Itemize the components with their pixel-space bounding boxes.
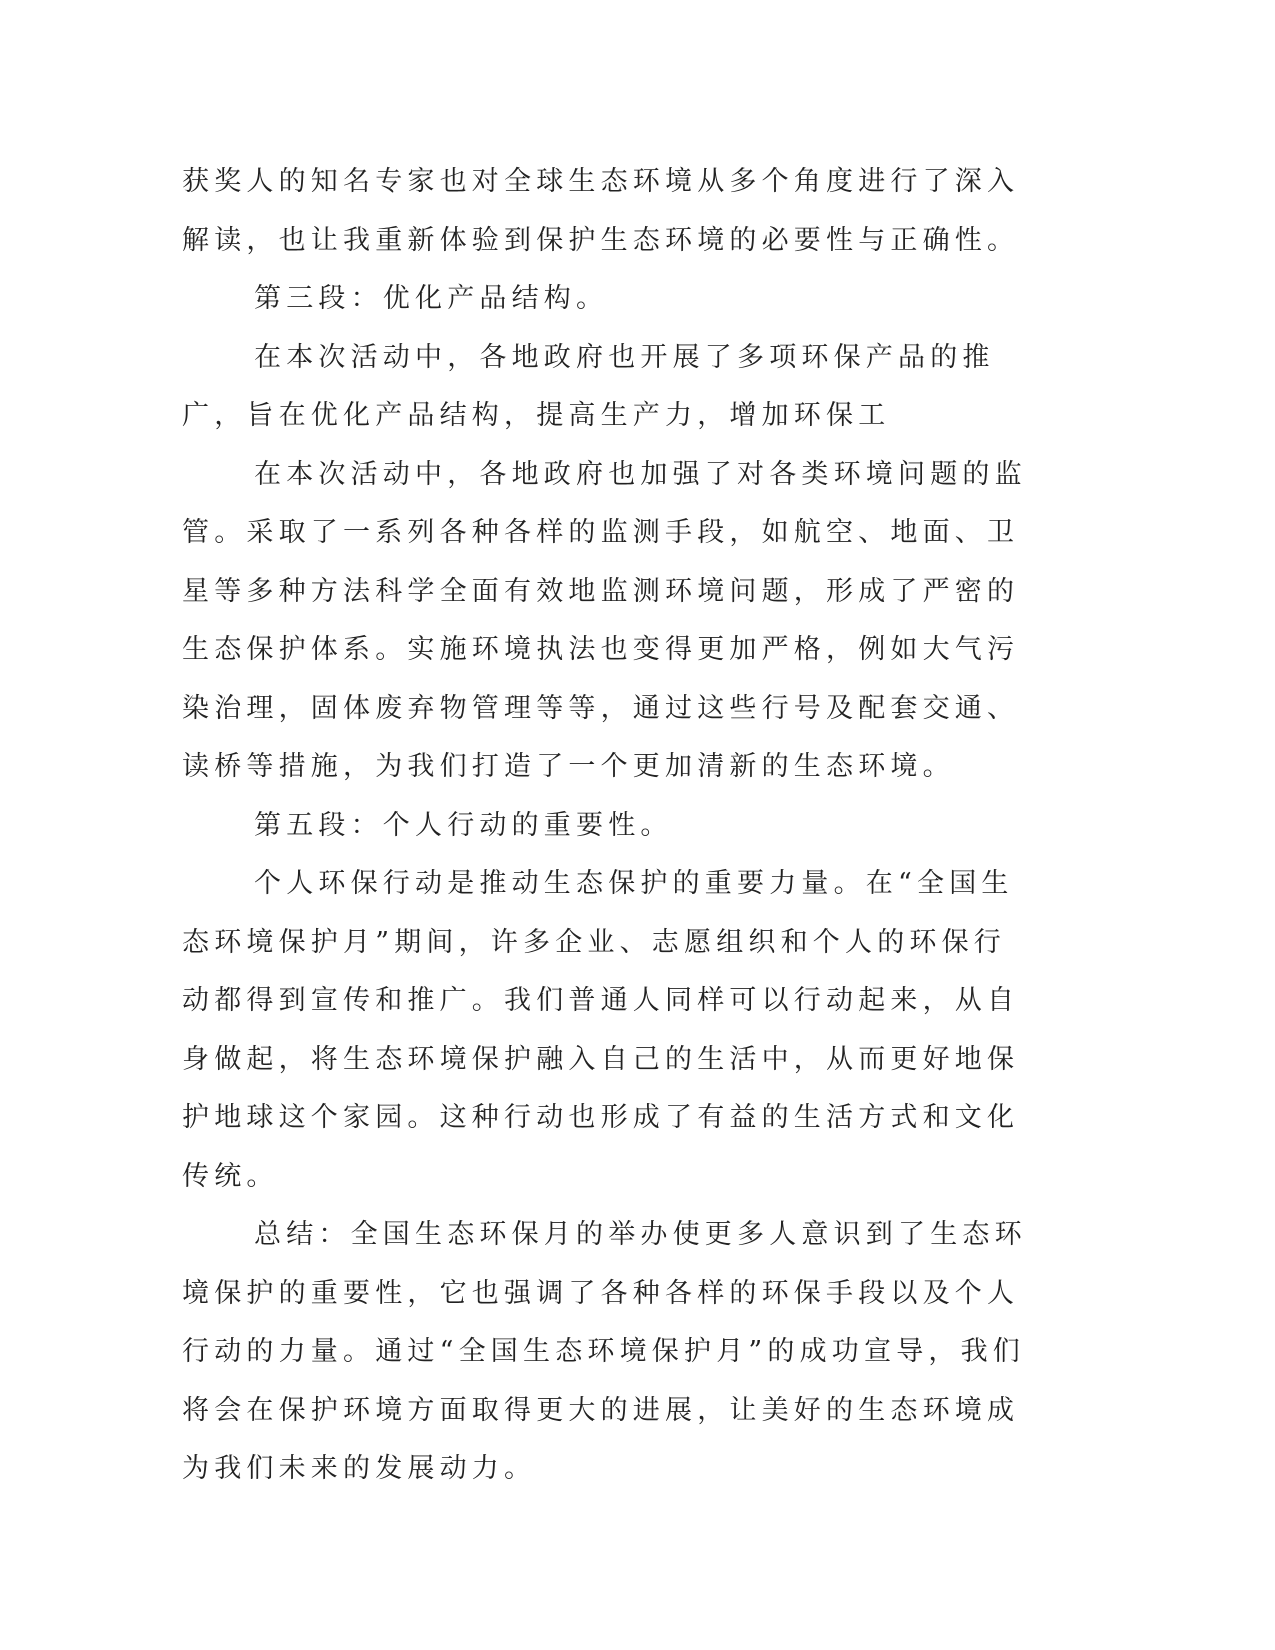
document-body [182,153,1030,1499]
heading-section-3: 第三段：优化产品结构。 [254,283,609,314]
paragraph-1: 获奖人的知名专家也对全球生态环境从多个角度进行了深入解读，也让我重新体验到保护生态环境的必要性与正确性。 [182,166,1020,256]
paragraph-summary: 总结：全国生态环保月的举办使更多人意识到了生态环境保护的重要性，它也强调了各种各样的环保手段以及个人行动的力量。通过“全国生态环境保护月”的成功宣导，我们将会在保护环境方面取得更大的进展，让美好的生态环境成为我们未来的发展动力。 [182,1219,1027,1484]
paragraph-3: 在本次活动中，各地政府也开展了多项环保产品的推广，旨在优化产品结构，提高生产力，增加环保工 [182,341,995,431]
paragraph-4: 在本次活动中，各地政府也加强了对各类环境问题的监管。采取了一系列各种各样的监测手段，如航空、地面、卫星等多种方法科学全面有效地监测环境问题，形成了严密的生态保护体系。实施环境执法也变得更加严格，例如大气污染治理，固体废弃物管理等等，通过这些行号及配套交通、读桥等措施，为我们打造了一个更加清新的生态环境。 [182,458,1027,782]
heading-section-5: 第五段：个人行动的重要性。 [254,809,673,841]
paragraph-6: 个人环保行动是推动生态保护的重要力量。在“全国生态环境保护月”期间，许多企业、志愿组织和个人的环保行动都得到宣传和推广。我们普通人同样可以行动起来，从自身做起，将生态环境保护融入自己的生活中，从而更好地保护地球这个家园。这种行动也形成了有益的生活方式和文化传统。 [182,868,1020,1192]
